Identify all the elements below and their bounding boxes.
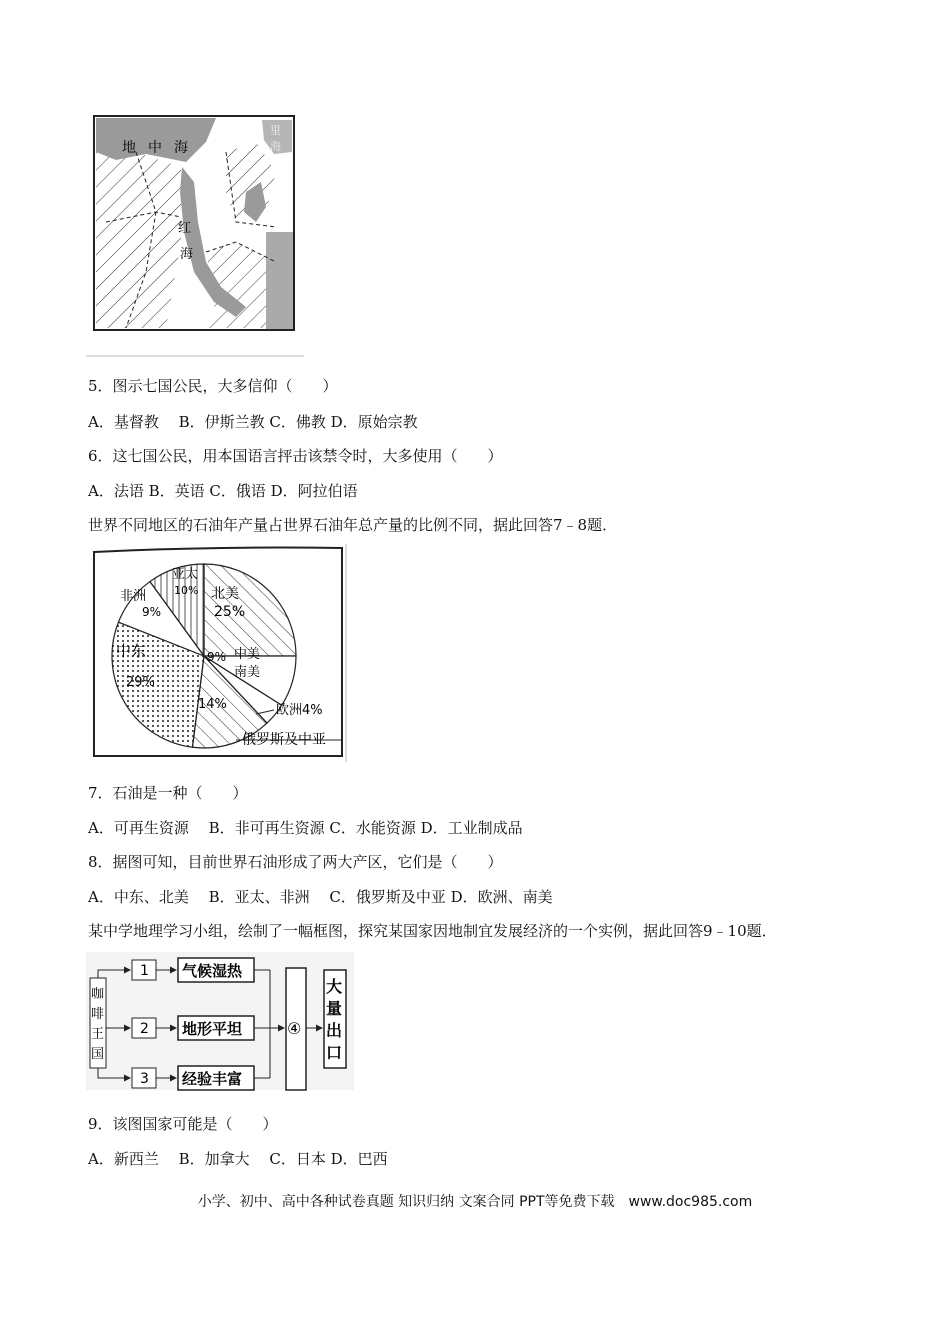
label-middle-east-value: 29%	[126, 675, 155, 690]
question-8-stem: 8．据图可知，目前世界石油形成了两大产区，它们是（ ）	[88, 853, 503, 871]
intro-9-10: 某中学地理学习小组，绘制了一幅框图，探究某国家因地制宜发展经济的一个实例，据此回答9﹣10题．	[88, 922, 777, 940]
map-label-caspian-2: 海	[270, 140, 281, 153]
label-europe: 欧洲4%	[276, 703, 323, 718]
question-5-options: A．基督教 B．伊斯兰教 C．佛教 D．原始宗教	[88, 413, 418, 431]
question-6-stem: 6．这七国公民，用本国语言抨击该禁令时，大多使用（ ）	[88, 447, 503, 465]
label-latin-america-2: 南美	[234, 665, 261, 680]
label-north-america: 北美	[211, 586, 239, 602]
page-footer: 小学、初中、高中各种试卷真题 知识归纳 文案合同 PPT等免费下载 www.doc985.com	[197, 1194, 753, 1210]
label-north-america-value: 25%	[214, 604, 246, 620]
label-latin-america-1: 中美	[234, 647, 261, 662]
question-9-stem: 9．该图国家可能是（ ）	[88, 1115, 278, 1133]
label-latin-america-value: 9%	[207, 650, 227, 664]
intro-7-8: 世界不同地区的石油年产量占世界石油年总产量的比例不同，据此回答7﹣8题．	[88, 516, 618, 534]
question-9-options: A．新西兰 B．加拿大 C．日本 D．巴西	[88, 1150, 388, 1168]
result-char-2: 量	[326, 999, 343, 1018]
source-char-2: 啡	[91, 1007, 105, 1022]
label-russia: 俄罗斯及中亚	[242, 732, 326, 748]
label-middle-east: 中东	[116, 642, 147, 660]
question-7-stem: 7．石油是一种（ ）	[88, 784, 248, 802]
source-char-1: 咖	[91, 987, 105, 1002]
map-label-mediterranean-2: 中	[148, 140, 162, 156]
label-russia-value: 14%	[198, 697, 227, 712]
node-2-label: 2	[140, 1021, 149, 1037]
map-figure	[86, 112, 304, 358]
result-char-3: 出	[326, 1021, 343, 1040]
question-5-stem: 5．图示七国公民，大多信仰（ ）	[88, 377, 338, 395]
condition-2-label: 地形平坦	[182, 1020, 243, 1038]
result-char-1: 大	[326, 977, 343, 996]
label-africa-value: 9%	[142, 605, 162, 619]
label-asia-pacific-value: 10%	[174, 584, 199, 597]
label-africa: 非洲	[120, 589, 147, 604]
oil-production-pie-chart	[86, 544, 348, 762]
map-label-red-2: 海	[180, 247, 194, 262]
middle-label: ④	[287, 1019, 302, 1038]
map-label-caspian-1: 里	[270, 124, 281, 137]
condition-1-label: 气候湿热	[182, 962, 243, 980]
coffee-flow-diagram	[86, 952, 356, 1092]
condition-3-label: 经验丰富	[182, 1070, 243, 1088]
map-label-red-1: 红	[178, 221, 192, 236]
arabian-sea	[266, 232, 293, 329]
node-1-label: 1	[140, 963, 149, 979]
node-3-label: 3	[140, 1071, 149, 1087]
question-6-options: A．法语 B．英语 C．俄语 D．阿拉伯语	[88, 482, 358, 500]
result-char-4: 口	[326, 1043, 343, 1062]
question-7-options: A．可再生资源 B．非可再生资源 C．水能资源 D．工业制成品	[88, 819, 523, 837]
map-label-mediterranean-3: 海	[174, 140, 188, 156]
source-char-4: 国	[91, 1047, 105, 1062]
map-label-mediterranean-1: 地	[122, 140, 136, 156]
label-asia-pacific: 亚太	[172, 567, 199, 582]
source-char-3: 王	[91, 1027, 105, 1042]
question-8-options: A．中东、北美 B．亚太、非洲 C．俄罗斯及中亚 D．欧洲、南美	[88, 888, 553, 906]
